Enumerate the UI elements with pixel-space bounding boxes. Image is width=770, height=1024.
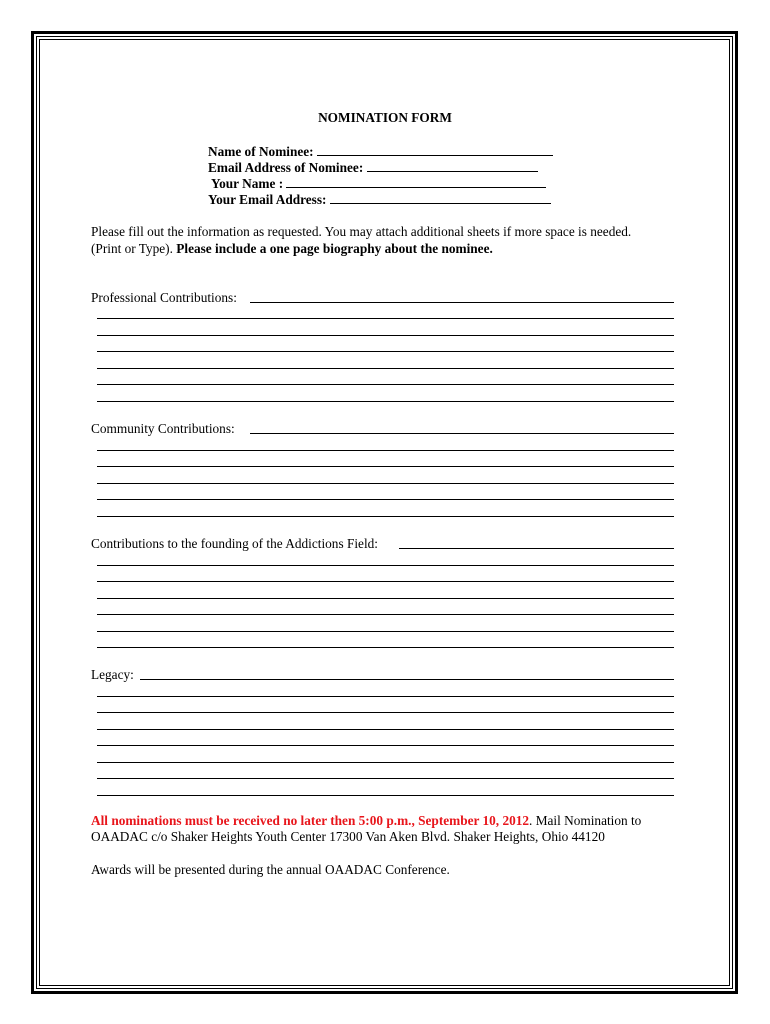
- your-email-row: [208, 191, 551, 208]
- founding-contributions-label: Contributions to the founding of the Addictions Field:: [91, 536, 378, 551]
- deadline-line: [91, 813, 641, 829]
- community-contributions-line[interactable]: [97, 483, 674, 484]
- deadline-mail-text: . Mail Nomination to: [529, 813, 642, 828]
- mailing-address: OAADAC c/o Shaker Heights Youth Center 17300 Van Aken Blvd. Shaker Heights, Ohio 44120: [91, 829, 605, 844]
- nominee-name-label: Name of Nominee:: [208, 144, 314, 159]
- awards-note: Awards will be presented during the annual OAADAC Conference.: [91, 862, 450, 877]
- professional-contributions-label: Professional Contributions:: [91, 290, 237, 305]
- nominee-email-label: Email Address of Nominee:: [208, 160, 364, 175]
- legacy-line[interactable]: [97, 778, 674, 779]
- form-title: NOMINATION FORM: [318, 110, 452, 125]
- founding-contributions-line[interactable]: [97, 614, 674, 615]
- legacy-line[interactable]: [140, 679, 674, 680]
- community-contributions-line[interactable]: [97, 466, 674, 467]
- deadline-red-text: All nominations must be received no later then 5:00 p.m., September 10, 2012: [91, 813, 530, 828]
- founding-contributions-line[interactable]: [97, 565, 674, 566]
- nominee-email-field[interactable]: [367, 159, 538, 172]
- your-name-row: [211, 175, 546, 192]
- professional-contributions-line[interactable]: [97, 384, 674, 385]
- legacy-line[interactable]: [97, 762, 674, 763]
- legacy-line[interactable]: [97, 729, 674, 730]
- nominee-email-row: [208, 159, 538, 176]
- professional-contributions-line[interactable]: [97, 401, 674, 402]
- community-contributions-line[interactable]: [97, 516, 674, 517]
- founding-contributions-line[interactable]: [97, 581, 674, 582]
- professional-contributions-line[interactable]: [97, 368, 674, 369]
- legacy-line[interactable]: [97, 745, 674, 746]
- professional-contributions-line[interactable]: [250, 302, 674, 303]
- your-name-field[interactable]: [286, 175, 546, 188]
- professional-contributions-line[interactable]: [97, 335, 674, 336]
- community-contributions-line[interactable]: [250, 433, 674, 434]
- legacy-label: Legacy:: [91, 667, 134, 682]
- your-email-label: Your Email Address:: [208, 192, 327, 207]
- community-contributions-line[interactable]: [97, 450, 674, 451]
- legacy-line[interactable]: [97, 712, 674, 713]
- founding-contributions-line[interactable]: [97, 647, 674, 648]
- founding-contributions-line[interactable]: [97, 598, 674, 599]
- community-contributions-line[interactable]: [97, 499, 674, 500]
- your-name-label: Your Name :: [211, 176, 284, 191]
- professional-contributions-line[interactable]: [97, 351, 674, 352]
- founding-contributions-line[interactable]: [399, 548, 674, 549]
- nominee-name-row: [208, 143, 553, 160]
- legacy-line[interactable]: [97, 696, 674, 697]
- founding-contributions-line[interactable]: [97, 631, 674, 632]
- nominee-name-field[interactable]: [317, 143, 553, 156]
- community-contributions-label: Community Contributions:: [91, 421, 235, 436]
- instructions-line-2: [91, 241, 493, 257]
- professional-contributions-line[interactable]: [97, 318, 674, 319]
- your-email-field[interactable]: [330, 191, 551, 204]
- legacy-line[interactable]: [97, 795, 674, 796]
- instructions-plain: (Print or Type).: [91, 241, 177, 256]
- instructions-bold: Please include a one page biography about the nominee.: [176, 241, 493, 256]
- instructions-line-1: Please fill out the information as requested. You may attach additional sheets if more space is needed.: [91, 224, 632, 239]
